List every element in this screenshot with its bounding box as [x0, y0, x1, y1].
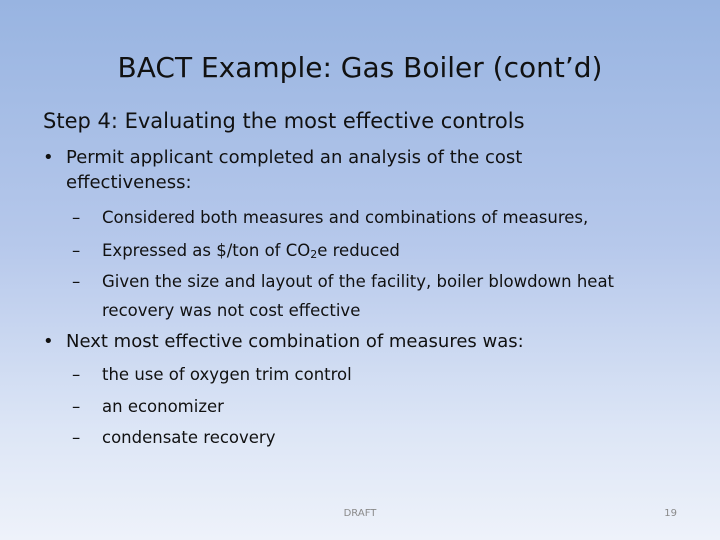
sub-bullet-expressed — [72, 236, 692, 265]
dash-marker: – — [72, 241, 81, 260]
sub-bullet-text: the use of oxygen trim control — [102, 365, 352, 384]
bullet-text: Permit applicant completed an analysis of the cost effectiveness: — [66, 147, 523, 193]
sub-bullet-measures — [72, 203, 692, 232]
dash-marker: – — [72, 365, 81, 384]
sub-bullet-text — [102, 236, 692, 265]
footer-draft-label: DRAFT — [343, 508, 377, 519]
bullet-text: Next most effective combination of measures was: — [66, 331, 524, 352]
sub-bullet-text: condensate recovery — [102, 428, 276, 447]
slide-title: BACT Example: Gas Boiler (cont’d) — [117, 51, 603, 84]
dash-marker: – — [72, 428, 81, 447]
bullet-marker: • — [43, 147, 54, 168]
bullet-cost-analysis — [43, 145, 603, 195]
bullet-marker: • — [43, 331, 54, 352]
sub-bullet-heat-recovery — [72, 267, 672, 325]
sub-bullet-text: Considered both measures and combinations of measures, — [102, 208, 589, 227]
sub-bullet-condensate — [72, 423, 692, 452]
dash-marker: – — [72, 208, 81, 227]
slide-subheading: Step 4: Evaluating the most effective controls — [43, 109, 525, 133]
sub-bullet-text: an economizer — [102, 397, 224, 416]
sub-bullet-text: Given the size and layout of the facility, boiler blowdown heat recovery was not cost effective — [102, 272, 615, 320]
dash-marker: – — [72, 397, 81, 416]
page-number: 19 — [664, 508, 677, 519]
dash-marker: – — [72, 272, 81, 291]
co2-text-after: e reduced — [317, 241, 400, 260]
sub-bullet-oxygen-trim — [72, 360, 692, 389]
co2-subscript: 2 — [310, 248, 318, 261]
bullet-next-combination — [43, 329, 683, 354]
sub-bullet-economizer — [72, 392, 692, 421]
co2-text-before: Expressed as $/ton of CO — [102, 241, 311, 260]
